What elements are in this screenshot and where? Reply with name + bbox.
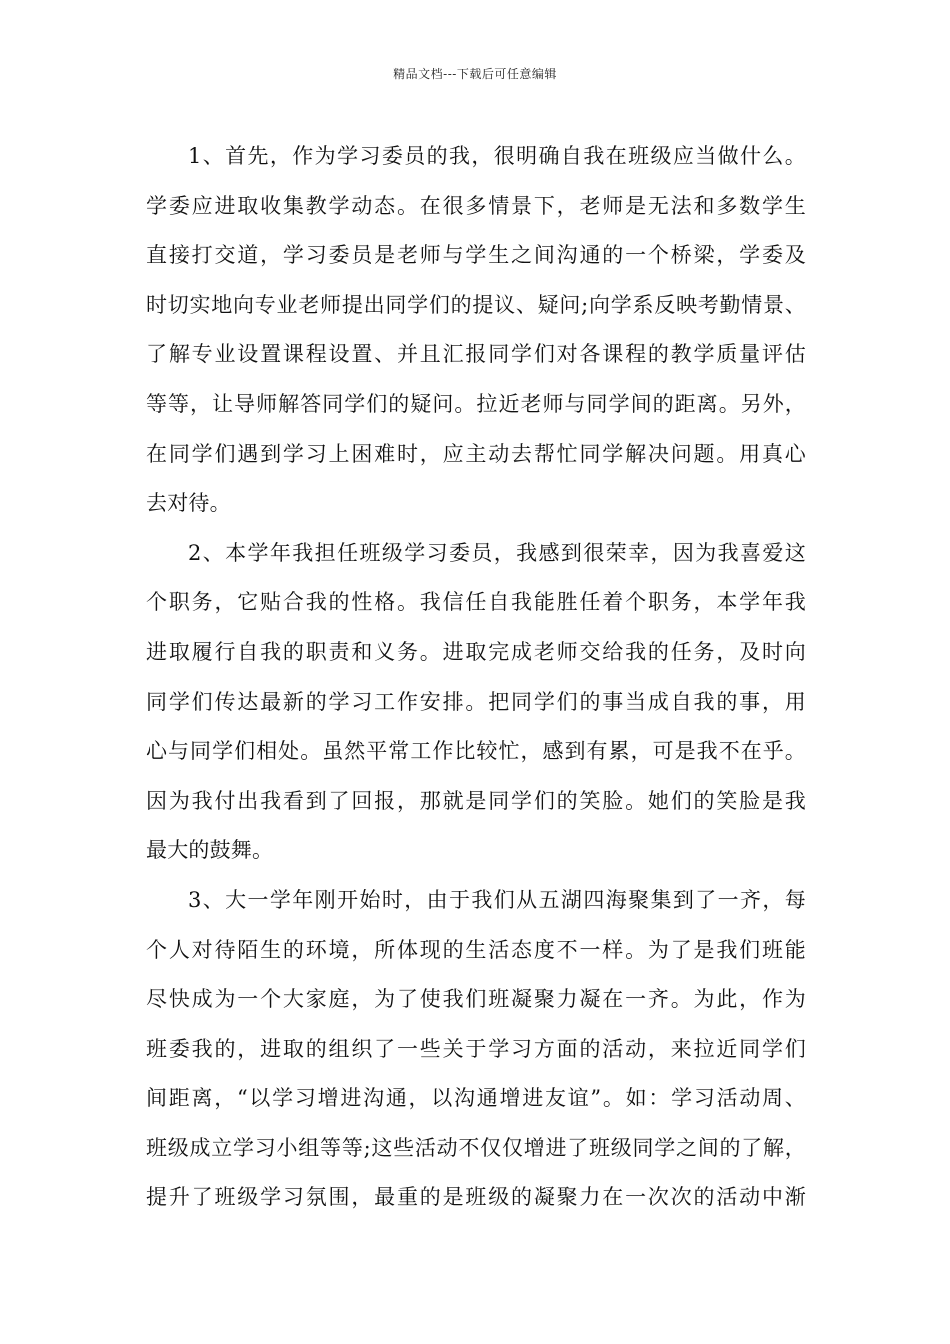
paragraph-2-line-2: 个职务，它贴合我的性格。我信任自我能胜任着个职务，本学年我 <box>146 590 806 615</box>
paragraph-1-line-3: 直接打交道，学习委员是老师与学生之间沟通的一个桥梁，学委及 <box>146 243 806 268</box>
paragraph-1-line-8: 去对待。 <box>146 491 231 516</box>
paragraph-2-line-5: 心与同学们相处。虽然平常工作比较忙，感到有累，可是我不在乎。 <box>146 739 806 764</box>
paragraph-1-line-1: 1、首先，作为学习委员的我，很明确自我在班级应当做什么。 <box>188 144 806 168</box>
paragraph-3-line-6: 班级成立学习小组等等;这些活动不仅仅增进了班级同学之间的了解， <box>146 1135 806 1160</box>
paragraph-1-line-6: 等等，让导师解答同学们的疑问。拉近老师与同学间的距离。另外， <box>146 391 806 416</box>
paragraph-2-line-1: 2、本学年我担任班级学习委员，我感到很荣幸，因为我喜爱这 <box>188 540 806 565</box>
paragraph-3-line-1: 3、大一学年刚开始时，由于我们从五湖四海聚集到了一齐，每 <box>188 887 806 912</box>
paragraph-2-line-7: 最大的鼓舞。 <box>146 838 274 863</box>
paragraph-2-line-6: 因为我付出我看到了回报，那就是同学们的笑脸。她们的笑脸是我 <box>146 788 806 813</box>
paragraph-1-line-4: 时切实地向专业老师提出同学们的提议、疑问;向学系反映考勤情景、 <box>146 292 806 317</box>
paragraph-1-line-2: 学委应进取收集教学动态。在很多情景下，老师是无法和多数学生 <box>146 193 806 218</box>
paragraph-3-line-3: 尽快成为一个大家庭，为了使我们班凝聚力凝在一齐。为此，作为 <box>146 987 806 1012</box>
paragraph-3-line-2: 个人对待陌生的环境，所体现的生活态度不一样。为了是我们班能 <box>146 937 806 962</box>
document-body <box>146 132 806 1223</box>
paragraph-3-line-7: 提升了班级学习氛围，最重的是班级的凝聚力在一次次的活动中渐 <box>146 1185 806 1210</box>
page-header: 精品文档---下载后可任意编辑 <box>393 67 557 81</box>
paragraph-3-line-5: 间距离，“以学习增进沟通，以沟通增进友谊”。如：学习活动周、 <box>146 1086 806 1111</box>
paragraph-1-line-7: 在同学们遇到学习上困难时，应主动去帮忙同学解决问题。用真心 <box>146 441 806 466</box>
paragraph-3-line-4: 班委我的，进取的组织了一些关于学习方面的活动，来拉近同学们 <box>146 1036 806 1061</box>
paragraph-2-line-3: 进取履行自我的职责和义务。进取完成老师交给我的任务，及时向 <box>146 639 806 664</box>
paragraph-1-line-5: 了解专业设置课程设置、并且汇报同学们对各课程的教学质量评估 <box>146 342 806 367</box>
paragraph-2-line-4: 同学们传达最新的学习工作安排。把同学们的事当成自我的事，用 <box>146 689 806 714</box>
